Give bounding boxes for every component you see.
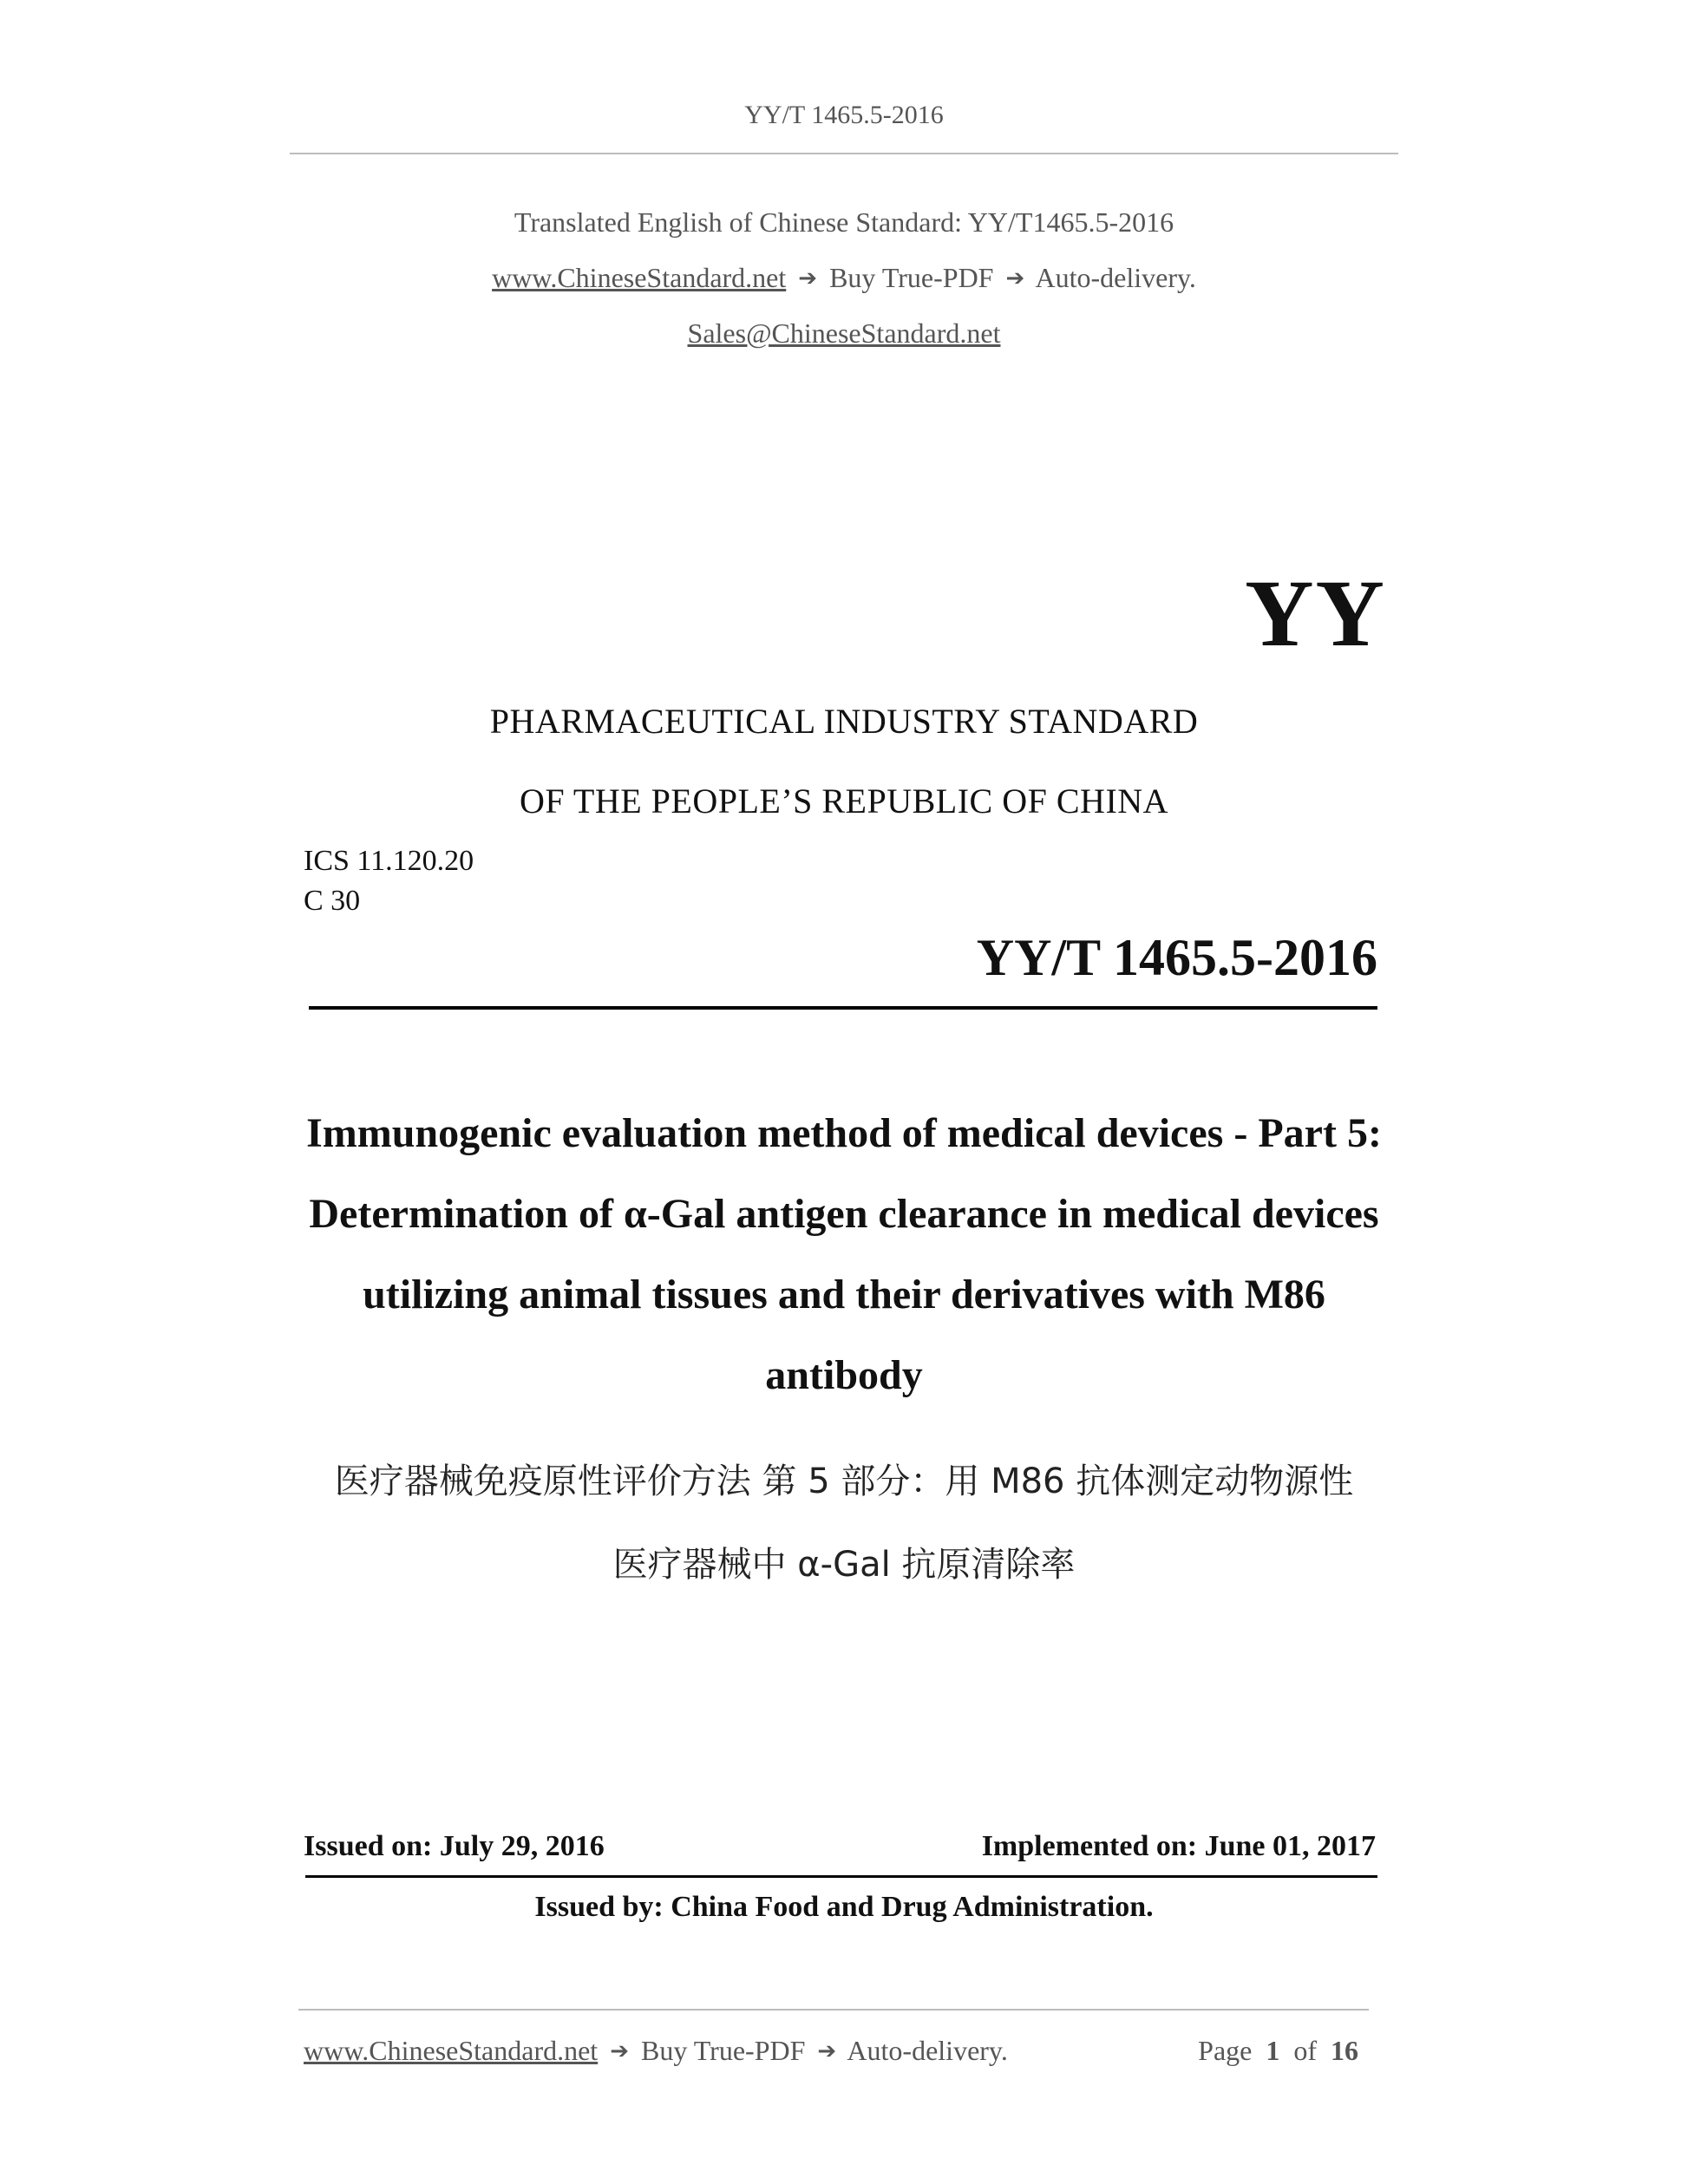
running-header: YY/T 1465.5-2016 — [744, 101, 944, 129]
translation-links — [0, 262, 1688, 294]
auto-delivery-text: Auto-delivery. — [1035, 262, 1196, 293]
english-title-line: Immunogenic evaluation method of medical devices - Part 5: — [306, 1110, 1382, 1156]
standard-logo: YY — [1245, 560, 1386, 666]
footer-auto-delivery-text: Auto-delivery. — [847, 2035, 1008, 2066]
right-arrow-icon: ➔ — [817, 2038, 837, 2064]
issued-by: Issued by: China Food and Drug Administration. — [534, 1891, 1154, 1923]
title-divider — [309, 1006, 1377, 1010]
sales-email-link[interactable]: Sales@ChineseStandard.net — [687, 317, 1001, 349]
english-title-line: Determination of α-Gal antigen clearance in medical devices — [309, 1191, 1379, 1237]
right-arrow-icon: ➔ — [798, 265, 818, 291]
page-total: 16 — [1331, 2035, 1358, 2066]
page-of-label: of — [1293, 2035, 1317, 2066]
org-name-line-1: PHARMACEUTICAL INDUSTRY STANDARD — [489, 702, 1199, 741]
chinese-title-line: 医疗器械中 α-Gal 抗原清除率 — [612, 1545, 1076, 1585]
right-arrow-icon: ➔ — [610, 2038, 629, 2064]
footer-divider — [298, 2009, 1369, 2011]
standard-number: YY/T 1465.5-2016 — [976, 929, 1377, 986]
right-arrow-icon: ➔ — [1005, 265, 1025, 291]
website-link[interactable]: www.ChineseStandard.net — [492, 262, 787, 293]
translation-title: Translated English of Chinese Standard: YY/T1465.5-2016 — [514, 206, 1174, 238]
issued-on-date: Issued on: July 29, 2016 — [304, 1830, 605, 1862]
footer-website-link[interactable]: www.ChineseStandard.net — [304, 2035, 599, 2066]
footer-buy-true-pdf-text: Buy True-PDF — [640, 2035, 806, 2066]
implemented-on-date: Implemented on: June 01, 2017 — [981, 1830, 1376, 1862]
buy-true-pdf-text: Buy True-PDF — [829, 262, 994, 293]
english-title-line: utilizing animal tissues and their derivatives with M86 — [363, 1272, 1325, 1318]
page-indicator — [1198, 2035, 1365, 2067]
ics-code: ICS 11.120.20 — [304, 845, 474, 877]
page-label: Page — [1198, 2035, 1253, 2066]
english-title — [260, 1093, 1428, 1416]
page-current: 1 — [1266, 2035, 1280, 2066]
chinese-title — [260, 1440, 1428, 1606]
english-title-line: antibody — [765, 1352, 923, 1398]
footer-links — [304, 2035, 1008, 2067]
header-divider — [290, 153, 1398, 154]
ccs-code: C 30 — [304, 885, 361, 917]
sales-email-row — [0, 317, 1688, 350]
org-name-line-2: OF THE PEOPLE’S REPUBLIC OF CHINA — [519, 781, 1169, 821]
date-divider — [305, 1875, 1377, 1878]
chinese-title-line: 医疗器械免疫原性评价方法 第 5 部分：用 M86 抗体测定动物源性 — [334, 1461, 1354, 1501]
